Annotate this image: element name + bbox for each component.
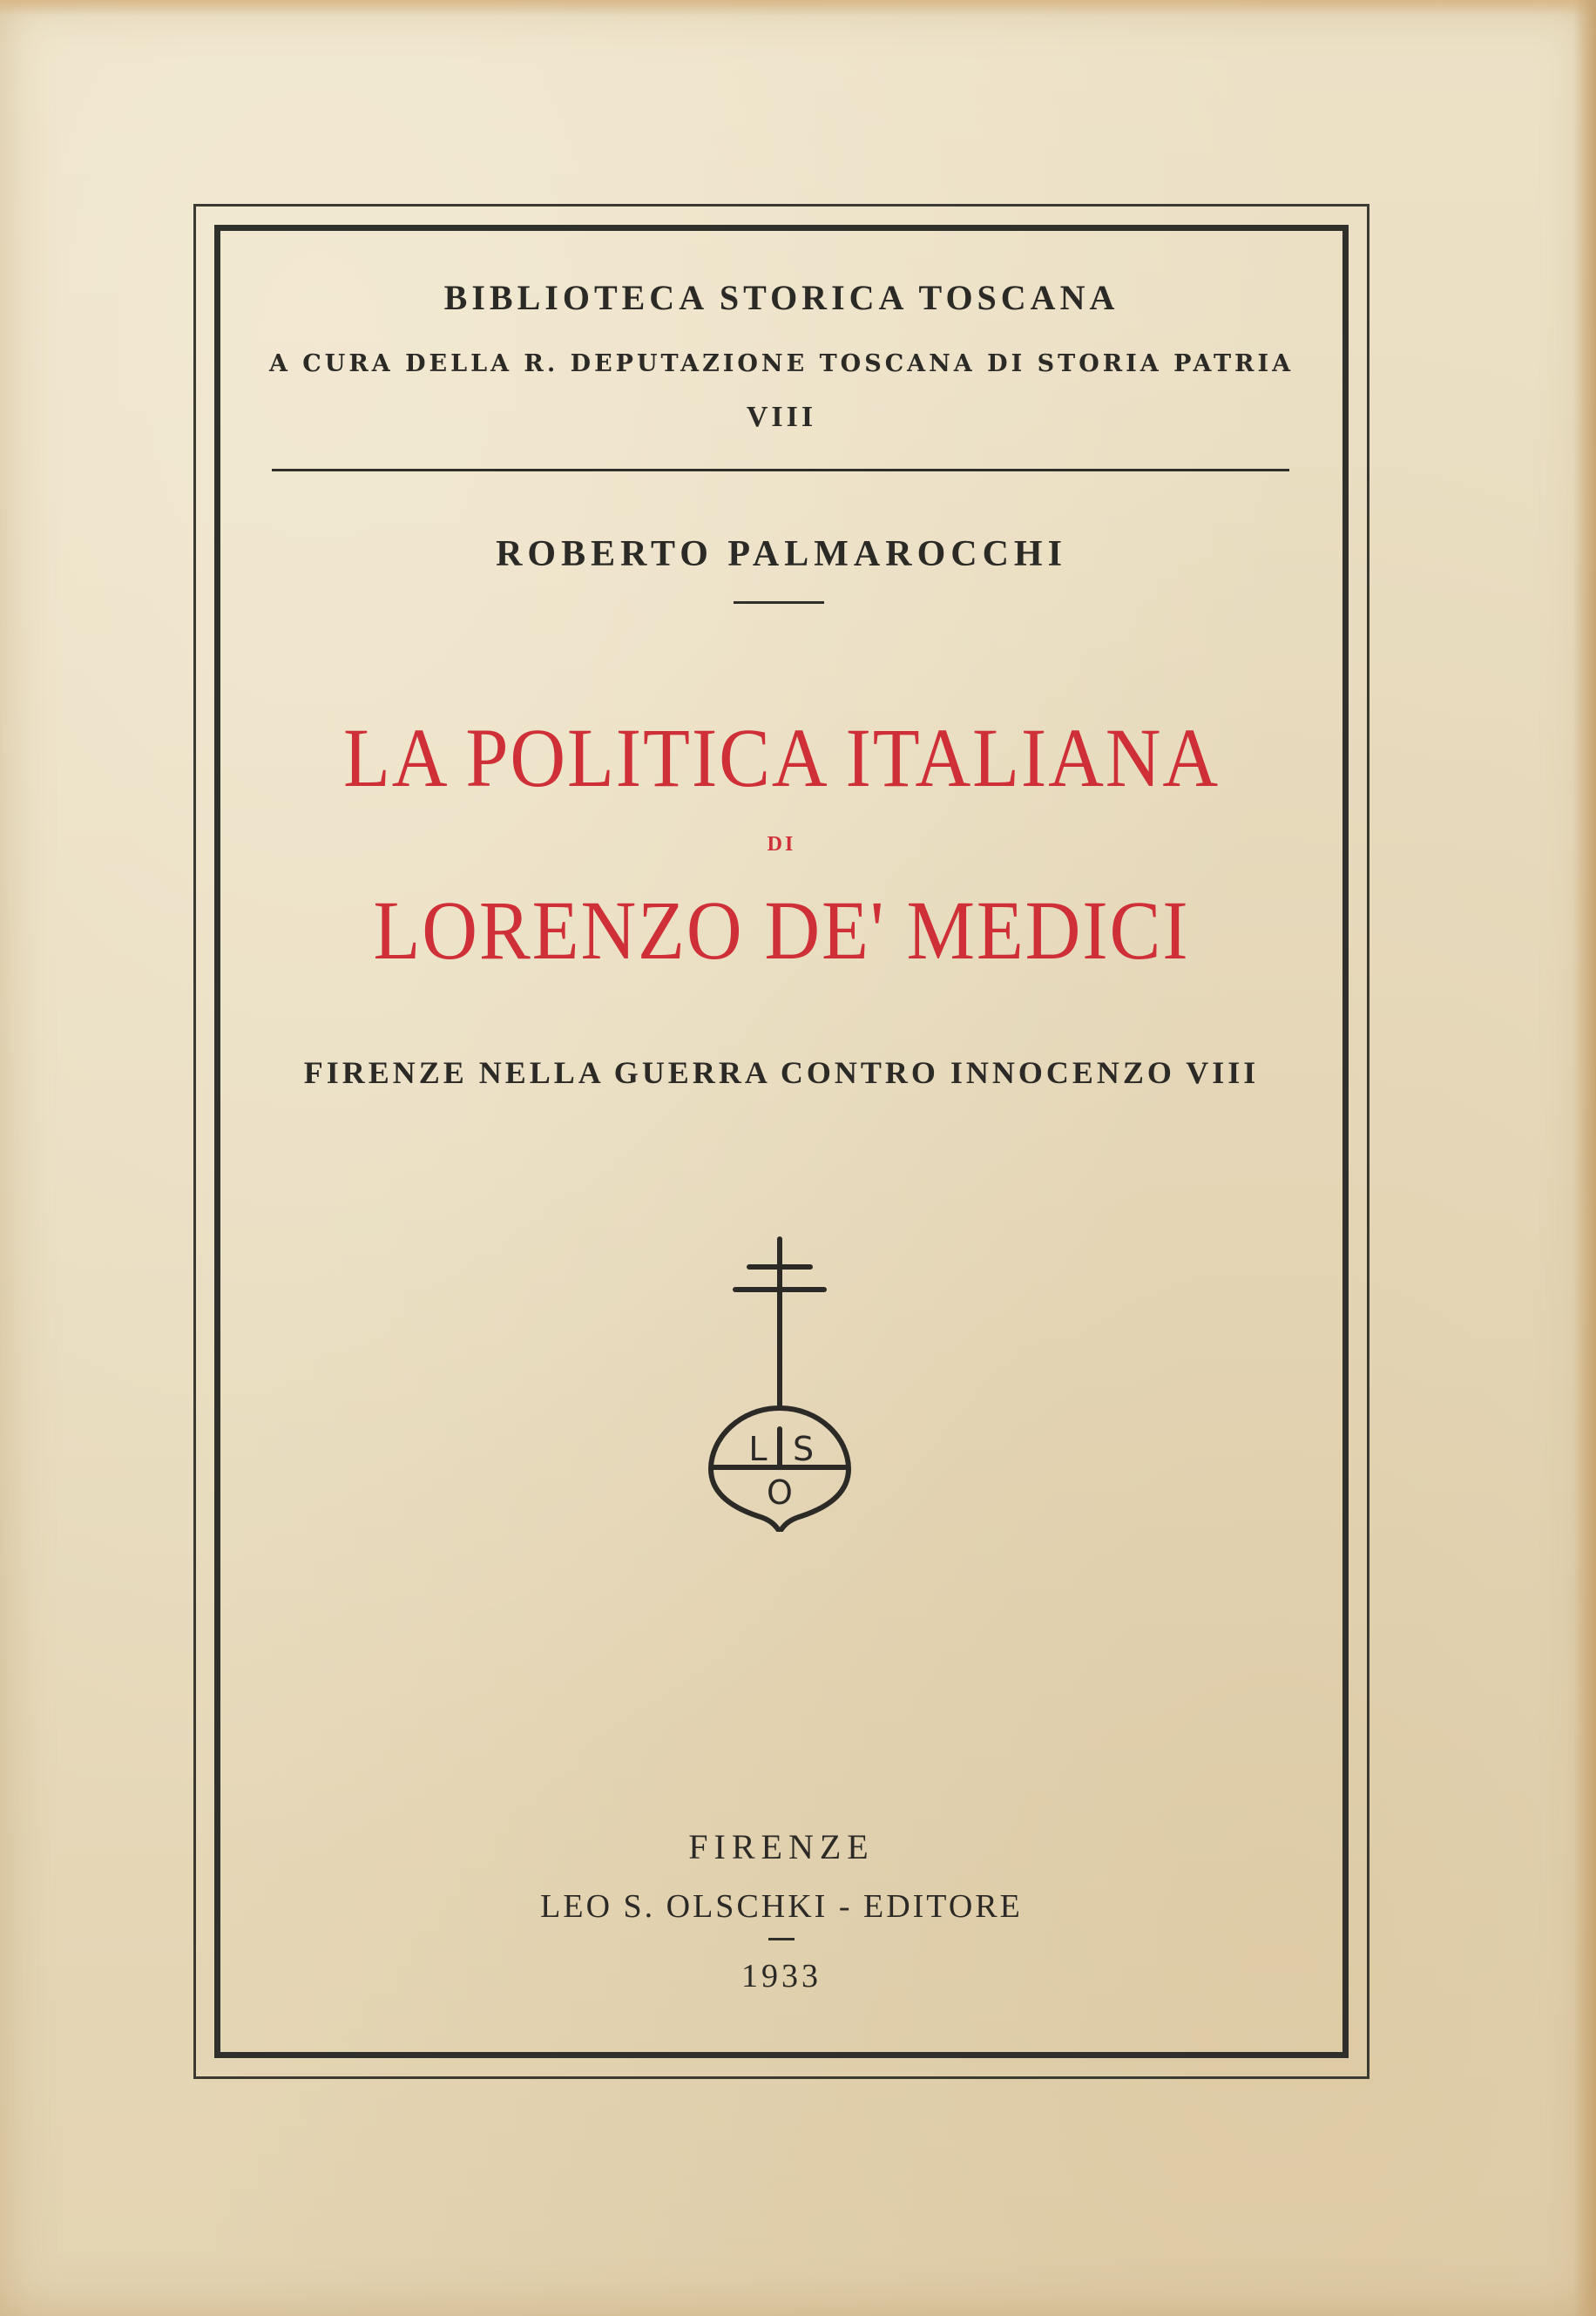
publication-place: FIRENZE [688,1827,875,1866]
author-divider [734,601,824,604]
book-title-line-1: LA POLITICA ITALIANA [342,711,1221,804]
cross-and-orb-icon [706,1236,854,1532]
publisher-divider [768,1938,795,1940]
publication-year: 1933 [741,1958,822,1994]
header-divider [272,469,1289,471]
series-subtitle: A CURA DELLA R. DEPUTAZIONE TOSCANA DI STORIA PATRIA [268,350,1295,377]
mark-letter-o: O [767,1473,793,1512]
paper-edge-top [0,0,1596,16]
volume-number: VIII [746,401,817,433]
series-title: BIBLIOTECA STORICA TOSCANA [443,278,1119,317]
inner-border-frame [214,225,1349,2058]
book-title-connector: DI [767,833,796,856]
paper-edge-right [1573,0,1596,2316]
mark-letter-l: L [748,1430,768,1468]
book-title-line-2: LORENZO DE' MEDICI [373,884,1190,977]
book-subtitle: FIRENZE NELLA GUERRA CONTRO INNOCENZO VIII [303,1055,1260,1090]
author-name: ROBERTO PALMAROCCHI [496,534,1067,574]
publisher-name: LEO S. OLSCHKI - EDITORE [540,1888,1023,1925]
mark-letter-s: S [792,1430,815,1468]
